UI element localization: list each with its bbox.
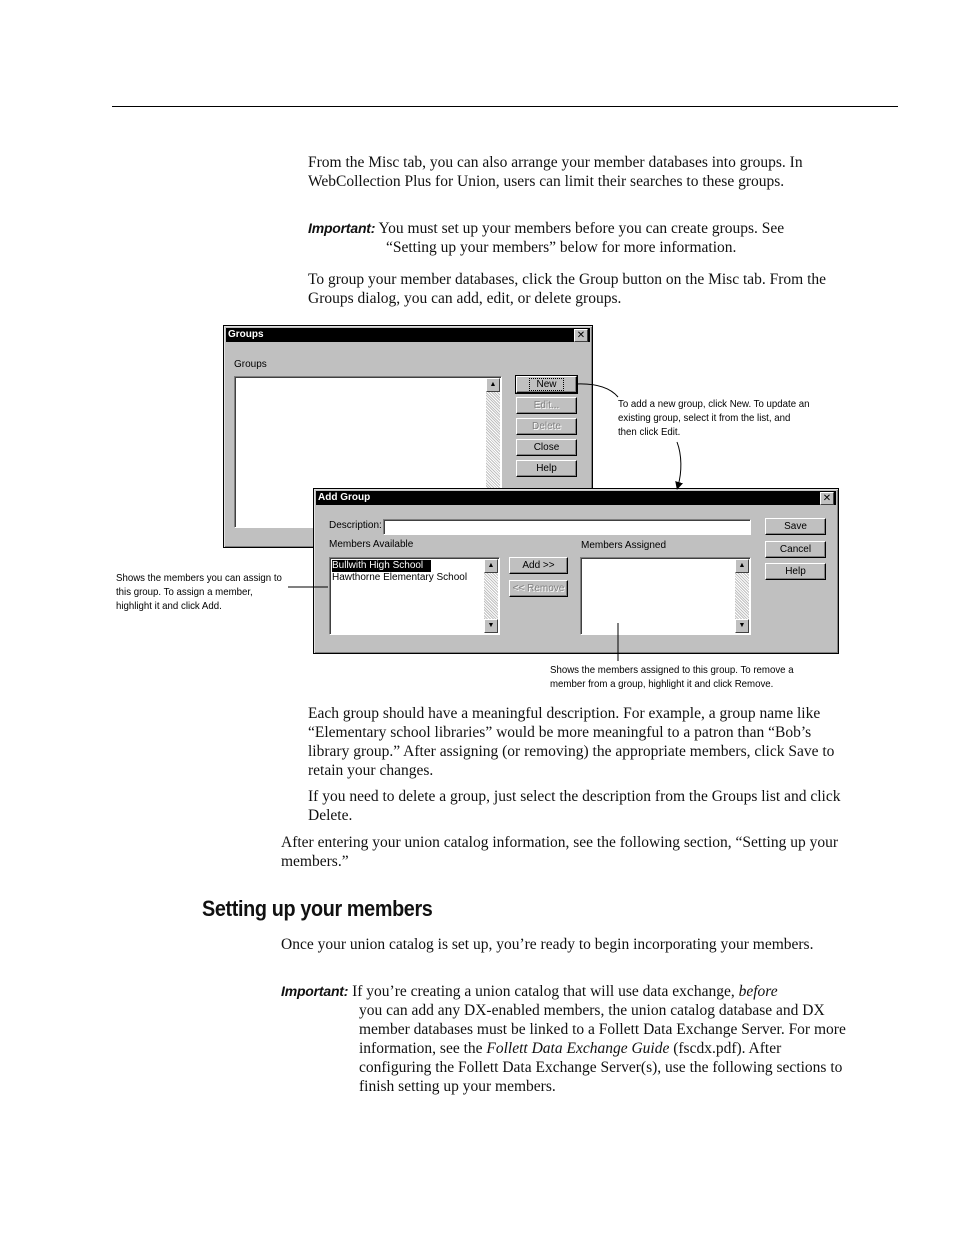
paragraph-description: Each group should have a meaningful description. For example, a group name like “Elementary school libraries” would be more meaningful to a patron than “Bob’s library group.” After assigning (or removing) the appropriate members, click Save to retain your changes. bbox=[308, 705, 835, 779]
add-group-title: Add Group bbox=[318, 492, 371, 503]
scroll-up-icon[interactable]: ▲ bbox=[486, 378, 500, 392]
save-button[interactable]: Save bbox=[765, 518, 826, 535]
callout-line-new bbox=[576, 384, 618, 397]
callout-new-edit: To add a new group, click New. To update an existing group, select it from the list, and then click Edit. bbox=[618, 398, 810, 438]
help-button[interactable]: Help bbox=[765, 563, 826, 580]
close-button[interactable]: Close bbox=[516, 439, 577, 456]
important-2-text-c: (fscdx.pdf). After configuring the Follett Data Exchange Server(s), use the following sections to finish setting up your members. bbox=[359, 1040, 843, 1095]
important-note-2 bbox=[281, 982, 846, 1096]
edit-button[interactable]: Edit... bbox=[516, 397, 577, 414]
paragraph-incorporate: Once your union catalog is set up, you’re ready to begin incorporating your members. bbox=[281, 936, 814, 953]
callout-arrow-edit bbox=[677, 442, 681, 486]
groups-label: Groups bbox=[234, 359, 267, 370]
important-text-line-1: You must set up your members before you can create groups. See bbox=[378, 220, 785, 237]
scroll-down-icon[interactable]: ▼ bbox=[484, 619, 498, 633]
important-2-text-b: you can add any DX-enabled members, the union catalog database and DX member databases must be linked to a Follett Data Exchange Server. For more information, see the bbox=[359, 1002, 846, 1057]
close-icon[interactable]: ✕ bbox=[574, 329, 588, 342]
members-assigned-label: Members Assigned bbox=[581, 540, 667, 551]
important-2-before: before bbox=[738, 983, 778, 1000]
description-label: Description: bbox=[329, 520, 382, 531]
important-2-text-a: If you’re creating a union catalog that will use data exchange, bbox=[352, 983, 735, 1000]
callout-available: Shows the members you can assign to this group. To assign a member, highlight it and click Add. bbox=[116, 572, 282, 612]
add-button[interactable]: Add >> bbox=[509, 557, 568, 574]
scroll-down-icon[interactable]: ▼ bbox=[735, 619, 749, 633]
paragraph-next-section: After entering your union catalog information, see the following section, “Setting up your members.” bbox=[281, 834, 839, 870]
list-item[interactable]: Bullwith High School bbox=[332, 560, 431, 572]
close-icon[interactable]: ✕ bbox=[820, 492, 834, 505]
scroll-up-icon[interactable]: ▲ bbox=[735, 559, 749, 573]
important-text-line-2: “Setting up your members” below for more information. bbox=[386, 239, 737, 256]
section-heading: Setting up your members bbox=[202, 896, 433, 921]
important-label: Important: bbox=[281, 983, 349, 999]
important-2-body bbox=[281, 1001, 846, 1096]
cancel-button[interactable]: Cancel bbox=[765, 541, 826, 558]
members-available-label: Members Available bbox=[329, 539, 414, 550]
help-button[interactable]: Help bbox=[516, 460, 577, 477]
remove-button[interactable]: << Remove bbox=[509, 580, 568, 597]
delete-button[interactable]: Delete bbox=[516, 418, 577, 435]
important-2-guide-title: Follett Data Exchange Guide bbox=[486, 1040, 670, 1057]
groups-title: Groups bbox=[228, 329, 264, 340]
intro-paragraph-1: From the Misc tab, you can also arrange your member databases into groups. In WebCollection Plus for Union, users can limit their searches to these groups. bbox=[308, 154, 803, 190]
paragraph-delete: If you need to delete a group, just select the description from the Groups list and click Delete. bbox=[308, 788, 841, 824]
important-label: Important: bbox=[308, 220, 376, 236]
list-item[interactable]: Hawthorne Elementary School bbox=[332, 572, 468, 583]
new-button[interactable]: New bbox=[516, 376, 577, 393]
callout-assigned: Shows the members assigned to this group. To remove a member from a group, highlight it and click Remove. bbox=[550, 664, 794, 690]
intro-paragraph-2: To group your member databases, click the Group button on the Misc tab. From the Groups dialog, you can add, edit, or delete groups. bbox=[308, 271, 827, 307]
scroll-up-icon[interactable]: ▲ bbox=[484, 559, 498, 573]
